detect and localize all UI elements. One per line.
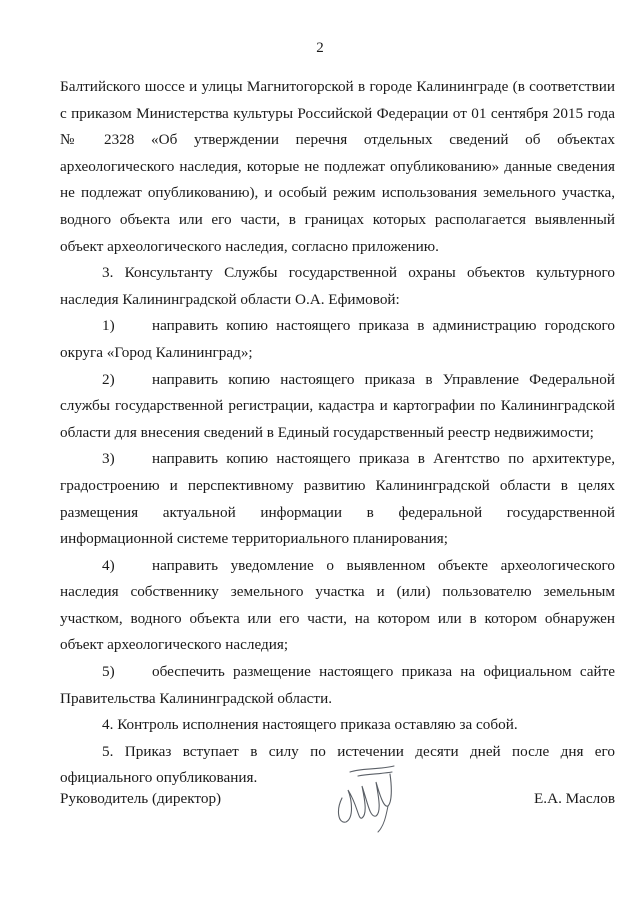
list-item-text: направить уведомление о выявленном объекте археологического наследия собственнику земельного участка и (или) пользователю земельным участком, водного объекта или его части, на котором или в котором обнаружен объект археологического наследия; bbox=[60, 556, 615, 654]
section-4-paragraph: 4. Контроль исполнения настоящего приказа оставляю за собой. bbox=[102, 716, 518, 734]
list-item-text: направить копию настоящего приказа в администрацию городского округа «Город Калининград»; bbox=[60, 317, 615, 361]
list-item-number: 4) bbox=[102, 556, 115, 574]
list-item-number: 3) bbox=[102, 450, 115, 468]
document-body bbox=[60, 74, 615, 792]
signer-name: Е.А. Маслов bbox=[534, 790, 615, 807]
page-number: 2 bbox=[316, 40, 324, 56]
list-item bbox=[60, 659, 615, 712]
intro-paragraph: Балтийского шоссе и улицы Магнитогорской в городе Калининграде (в соответствии с приказом Министерства культуры Российской Федерации от 01 сентября 2015 года № 2328 «Об утверждении перечня отдельных сведений об объектах археологического наследия, которые не подлежат опубликованию» данные сведения не подлежат опубликованию), и особый режим использования земельного участка, водного объекта или его части, в границах которых располагается выявленный объект археологического наследия, согласно приложению. bbox=[60, 78, 615, 255]
list-item-text: обеспечить размещение настоящего приказа на официальном сайте Правительства Калининградской области. bbox=[60, 663, 615, 707]
list-item bbox=[60, 367, 615, 447]
list-item-number: 2) bbox=[102, 370, 115, 388]
list-item-text: направить копию настоящего приказа в Агентство по архитектуре, градостроению и перспективному развитию Калининградской области в целях размещения актуальной информации в федеральной государственной информационной системе территориального планирования; bbox=[60, 450, 615, 548]
section-5-paragraph: 5. Приказ вступает в силу по истечении десяти дней после дня его официального опубликования. bbox=[60, 742, 615, 787]
signer-role: Руководитель (директор) bbox=[60, 790, 222, 807]
list-item bbox=[60, 553, 615, 659]
handwritten-signature bbox=[328, 760, 408, 840]
signature-block bbox=[60, 790, 615, 830]
list-item-number: 1) bbox=[102, 317, 115, 335]
list-item-text: направить копию настоящего приказа в Управление Федеральной службы государственной регистрации, кадастра и картографии по Калининградской области для внесения сведений в Единый государственный реестр недвижимости; bbox=[60, 370, 615, 441]
list-item bbox=[60, 313, 615, 366]
section-3-paragraph: 3. Консультанту Службы государственной охраны объектов культурного наследия Калининградской области О.А. Ефимовой: bbox=[60, 264, 615, 308]
list-item-number: 5) bbox=[102, 663, 115, 681]
list-item bbox=[60, 446, 615, 552]
